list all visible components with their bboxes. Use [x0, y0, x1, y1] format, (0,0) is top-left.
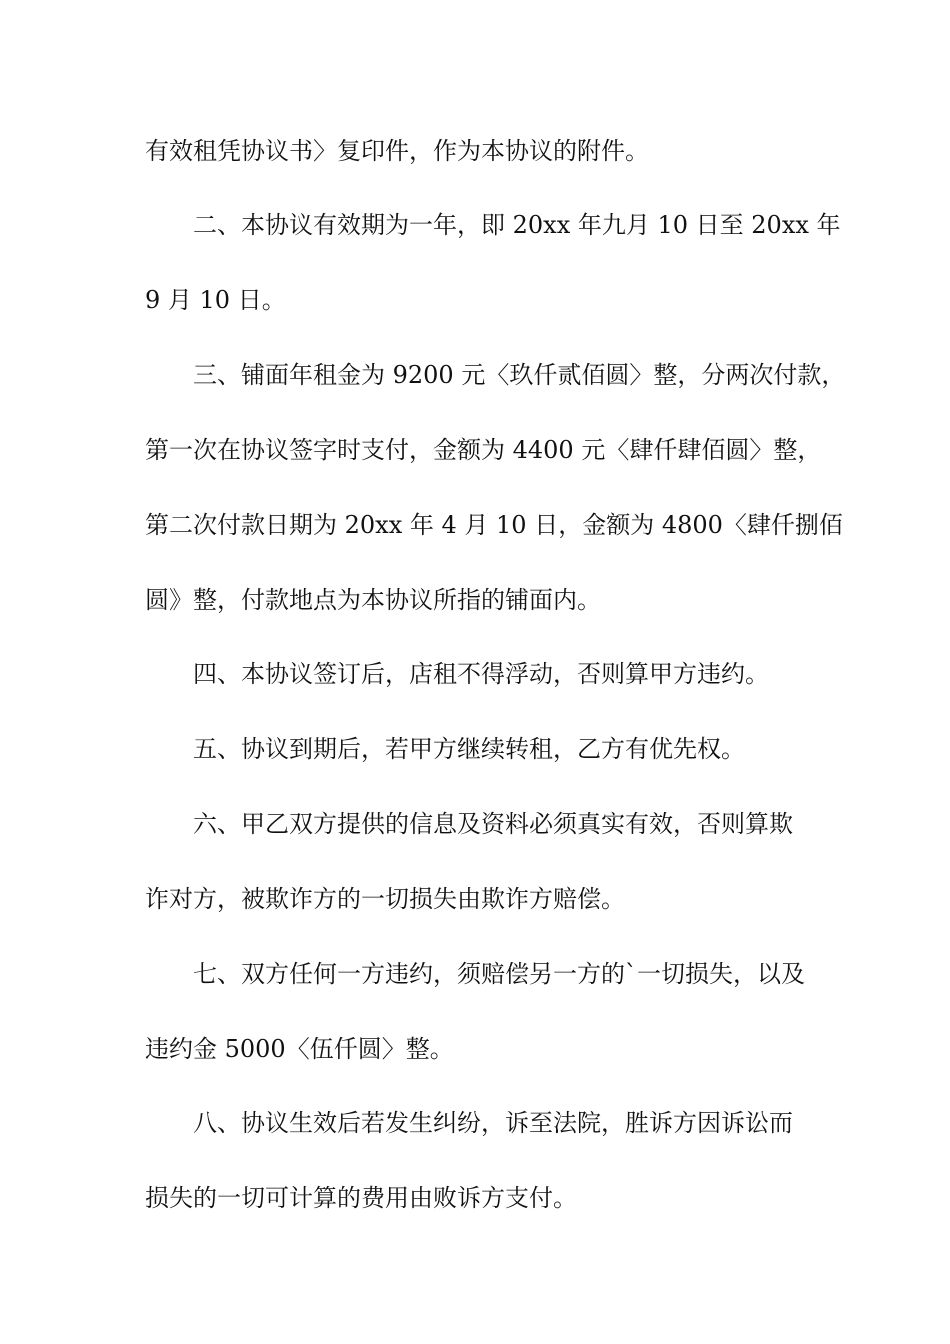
text-line-9: 五、协议到期后，若甲方继续转租，乙方有优先权。 — [193, 735, 745, 763]
text-line-2: 二、本协议有效期为一年，即 20xx 年九月 10 日至 20xx 年 — [193, 211, 841, 239]
text-line-12: 七、双方任何一方违约，须赔偿另一方的`一切损失，以及 — [193, 960, 805, 988]
text-line-3: 9 月 10 日。 — [145, 286, 286, 314]
text-line-6: 第二次付款日期为 20xx 年 4 月 10 日，金额为 4800〈肆仟捌佰 — [145, 511, 843, 539]
text-line-1: 有效租凭协议书〉复印件，作为本协议的附件。 — [145, 137, 649, 165]
text-line-11: 诈对方，被欺诈方的一切损失由欺诈方赔偿。 — [145, 885, 625, 913]
text-line-13: 违约金 5000〈伍仟圆〉整。 — [145, 1035, 454, 1063]
text-line-8: 四、本协议签订后，店租不得浮动，否则算甲方违约。 — [193, 660, 769, 688]
text-line-7: 圆》整，付款地点为本协议所指的铺面内。 — [145, 586, 601, 614]
text-line-15: 损失的一切可计算的费用由败诉方支付。 — [145, 1184, 577, 1212]
text-line-14: 八、协议生效后若发生纠纷，诉至法院，胜诉方因诉讼而 — [193, 1109, 793, 1137]
text-line-10: 六、甲乙双方提供的信息及资料必须真实有效，否则算欺 — [193, 810, 793, 838]
text-line-5: 第一次在协议签字时支付，金额为 4400 元〈肆仟肆佰圆〉整， — [145, 436, 822, 464]
text-line-4: 三、铺面年租金为 9200 元〈玖仟贰佰圆〉整，分两次付款， — [193, 361, 846, 389]
